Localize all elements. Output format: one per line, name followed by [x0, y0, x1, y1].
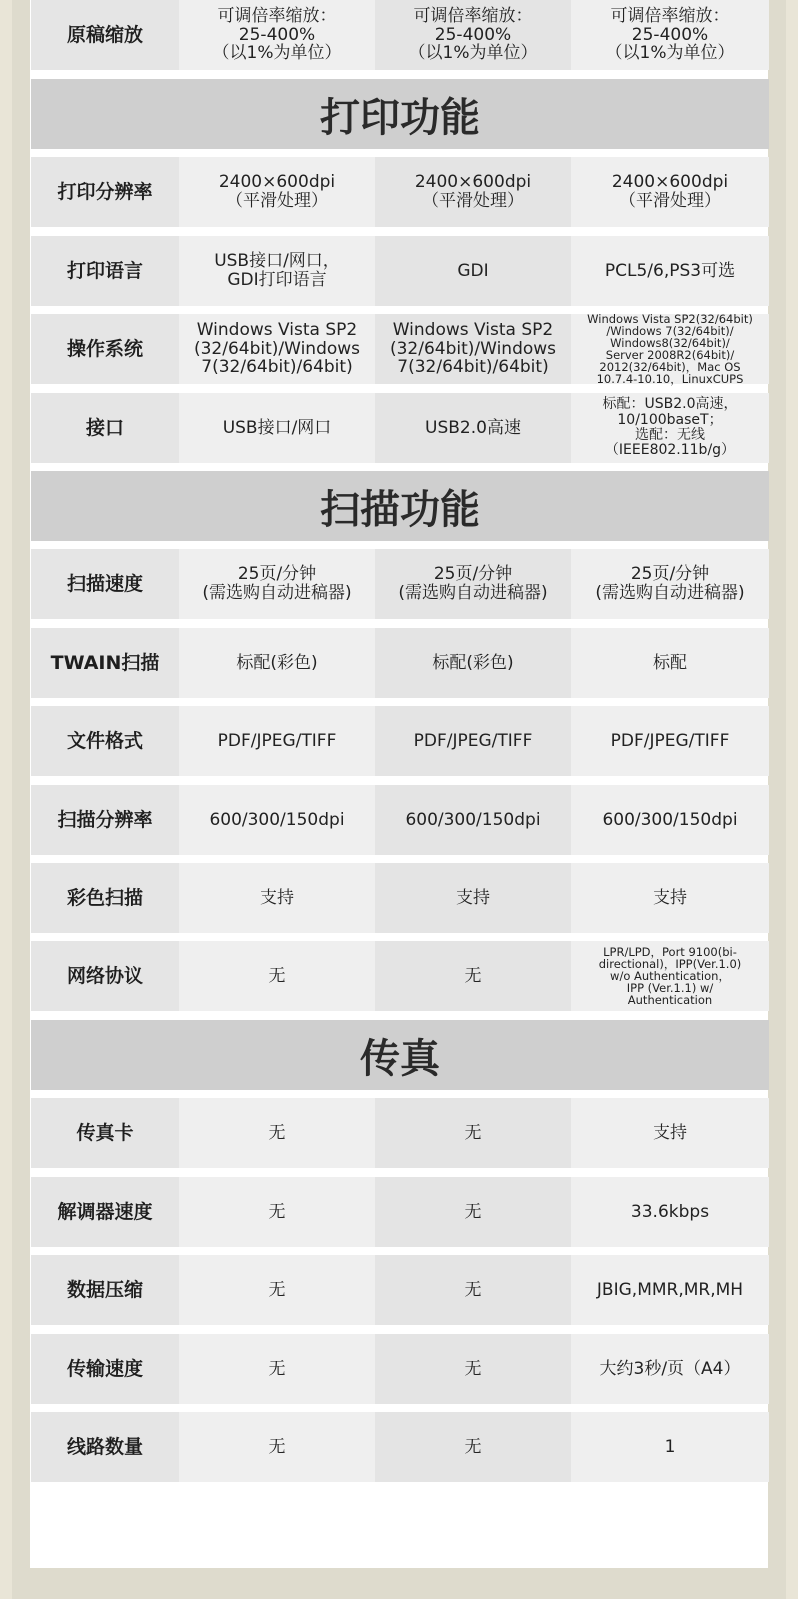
row-label: 彩色扫描 — [31, 863, 179, 933]
table-row — [31, 706, 769, 776]
row-label: 解调器速度 — [31, 1177, 179, 1247]
model-2-value: USB2.0高速 — [375, 393, 571, 463]
row-label: 操作系统 — [31, 314, 179, 384]
model-3-value: 1 — [571, 1412, 769, 1482]
table-row — [31, 785, 769, 855]
model-2-value: 可调倍率缩放： 25-400% （以1%为单位） — [375, 0, 571, 70]
model-1-value: 2400×600dpi （平滑处理） — [179, 157, 375, 227]
table-row — [31, 157, 769, 227]
model-3-value: 大约3秒/页（A4） — [571, 1334, 769, 1404]
model-3-value: 支持 — [571, 1098, 769, 1168]
table-row — [31, 1177, 769, 1247]
section-header-scan: 扫描功能 — [31, 471, 769, 541]
model-2-value: 2400×600dpi （平滑处理） — [375, 157, 571, 227]
table-row — [31, 236, 769, 306]
section-header-print: 打印功能 — [31, 79, 769, 149]
model-1-value: USB接口/网口， GDI打印语言 — [179, 236, 375, 306]
model-1-value: 无 — [179, 1177, 375, 1247]
model-2-value: 无 — [375, 1098, 571, 1168]
model-1-value: USB接口/网口 — [179, 393, 375, 463]
model-2-value: 25页/分钟 (需选购自动进稿器) — [375, 549, 571, 619]
table-row — [31, 941, 769, 1011]
model-2-value: 无 — [375, 1334, 571, 1404]
model-1-value: 无 — [179, 1334, 375, 1404]
row-label: 原稿缩放 — [31, 0, 179, 70]
row-label: 传真卡 — [31, 1098, 179, 1168]
section-header-fax: 传真 — [31, 1020, 769, 1090]
row-label: 线路数量 — [31, 1412, 179, 1482]
table-row — [31, 863, 769, 933]
model-3-value: 25页/分钟 (需选购自动进稿器) — [571, 549, 769, 619]
model-1-value: 无 — [179, 1255, 375, 1325]
model-1-value: 600/300/150dpi — [179, 785, 375, 855]
row-label: 网络协议 — [31, 941, 179, 1011]
row-label: 数据压缩 — [31, 1255, 179, 1325]
model-2-value: Windows Vista SP2 (32/64bit)/Windows 7(32/64bit)/64bit) — [375, 314, 571, 384]
model-3-value: 支持 — [571, 863, 769, 933]
model-3-value: 标配：USB2.0高速， 10/100baseT； 选配：无线 （IEEE802.11b/g） — [571, 393, 769, 463]
row-label: 打印分辨率 — [31, 157, 179, 227]
model-1-value: 标配(彩色) — [179, 628, 375, 698]
model-2-value: 标配(彩色) — [375, 628, 571, 698]
row-label: 扫描分辨率 — [31, 785, 179, 855]
model-1-value: PDF/JPEG/TIFF — [179, 706, 375, 776]
model-3-value: LPR/LPD，Port 9100(bi- directional)，IPP(Ver.1.0) w/o Authentication， IPP (Ver.1.1) w/ Authentication — [571, 941, 769, 1011]
model-3-value: 33.6kbps — [571, 1177, 769, 1247]
model-3-value: PDF/JPEG/TIFF — [571, 706, 769, 776]
row-label: 文件格式 — [31, 706, 179, 776]
model-1-value: 无 — [179, 1098, 375, 1168]
table-row — [31, 549, 769, 619]
model-1-value: 支持 — [179, 863, 375, 933]
model-3-value: 600/300/150dpi — [571, 785, 769, 855]
model-3-value: Windows Vista SP2(32/64bit) /Windows 7(32/64bit)/ Windows8(32/64bit)/ Server 2008R2(64bit)/ 2012(32/64bit)，Mac OS 10.7.4-10.10，LinuxCUPS — [571, 314, 769, 384]
model-1-value: 无 — [179, 1412, 375, 1482]
table-row — [31, 0, 769, 70]
model-3-value: PCL5/6,PS3可选 — [571, 236, 769, 306]
model-1-value: 可调倍率缩放： 25-400% （以1%为单位） — [179, 0, 375, 70]
model-3-value: JBIG,MMR,MR,MH — [571, 1255, 769, 1325]
table-row — [31, 1412, 769, 1482]
model-1-value: Windows Vista SP2 (32/64bit)/Windows 7(32/64bit)/64bit) — [179, 314, 375, 384]
table-row — [31, 1334, 769, 1404]
model-2-value: PDF/JPEG/TIFF — [375, 706, 571, 776]
model-3-value: 2400×600dpi （平滑处理） — [571, 157, 769, 227]
row-label: 扫描速度 — [31, 549, 179, 619]
model-2-value: GDI — [375, 236, 571, 306]
table-row — [31, 1255, 769, 1325]
model-2-value: 无 — [375, 1255, 571, 1325]
table-row — [31, 393, 769, 463]
model-2-value: 无 — [375, 941, 571, 1011]
model-3-value: 可调倍率缩放： 25-400% （以1%为单位） — [571, 0, 769, 70]
model-2-value: 无 — [375, 1412, 571, 1482]
row-label: 接口 — [31, 393, 179, 463]
row-label: 传输速度 — [31, 1334, 179, 1404]
table-row — [31, 311, 769, 387]
model-2-value: 600/300/150dpi — [375, 785, 571, 855]
row-label: TWAIN扫描 — [31, 628, 179, 698]
table-row — [31, 628, 769, 698]
model-1-value: 25页/分钟 (需选购自动进稿器) — [179, 549, 375, 619]
model-3-value: 标配 — [571, 628, 769, 698]
table-row — [31, 1098, 769, 1168]
model-2-value: 无 — [375, 1177, 571, 1247]
model-1-value: 无 — [179, 941, 375, 1011]
model-2-value: 支持 — [375, 863, 571, 933]
row-label: 打印语言 — [31, 236, 179, 306]
